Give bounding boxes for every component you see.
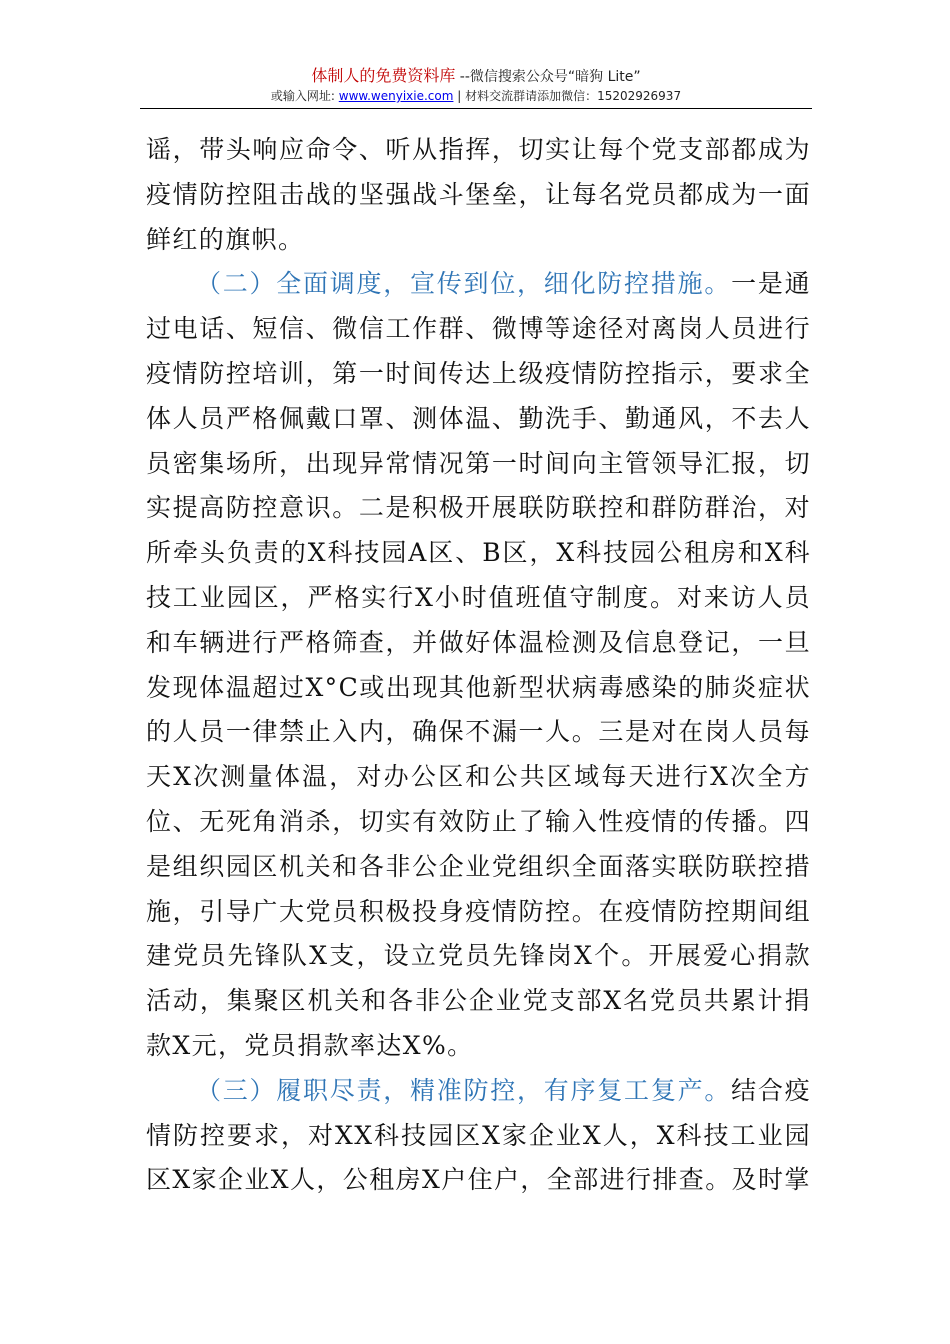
paragraph-continued: 谣，带头响应命令、听从指挥，切实让每个党支部都成为疫情防控阻击战的坚强战斗堡垒，让每名党员都成为一面鲜红的旗帜。: [146, 135, 811, 254]
document-body: [146, 128, 811, 1203]
section-3-heading: （三）履职尽责，精准防控，有序复工复产。: [196, 1075, 732, 1105]
header-url-link[interactable]: www.wenyixie.com: [338, 89, 454, 103]
section-2-heading: （二）全面调度，宣传到位，细化防控措施。: [196, 269, 732, 299]
header-note: --微信搜索公众号“暗狗 Lite”: [455, 69, 641, 85]
section-3-body: 结合疫情防控要求，对XX科技园区X家企业X人，X科技工业园区X家企业X人，公租房X户住户，全部进行排查。及时掌: [146, 1075, 811, 1195]
header-line-1: [140, 66, 812, 87]
header-divider: [140, 108, 812, 109]
section-2-body: 一是通过电话、短信、微信工作群、微博等途径对离岗人员进行疫情防控培训，第一时间传达上级疫情防控指示，要求全体人员严格佩戴口罩、测体温、勤洗手、勤通风，不去人员密集场所，出现异常情况第一时间向主管领导汇报，切实提高防控意识。二是积极开展联防联控和群防群治，对所牵头负责的X科技园A区、B区，X科技园公租房和X科技工业园区，严格实行X小时值班值守制度。对来访人员和车辆进行严格筛查，并做好体温检测及信息登记，一旦发现体温超过X°C或出现其他新型状病毒感染的肺炎症状的人员一律禁止入内，确保不漏一人。三是对在岗人员每天X次测量体温，对办公区和公共区域每天进行X次全方位、无死角消杀，切实有效防止了输入性疫情的传播。四是组织园区机关和各非公企业党组织全面落实联防联控措施，引导广大党员积极投身疫情防控。在疫情防控期间组建党员先锋队X支，设立党员先锋岗X个。开展爱心捐款活动，集聚区机关和各非公企业党支部X名党员共累计捐款X元，党员捐款率达X%。: [146, 269, 811, 1060]
header-url-prefix: 或输入网址:: [270, 89, 339, 103]
page-header: [140, 66, 812, 105]
header-line-2: [140, 87, 812, 105]
header-brand: 体制人的免费资料库: [311, 66, 456, 85]
paragraph-section-2: [146, 262, 811, 1068]
header-contact: | 材料交流群请添加微信：15202926937: [453, 89, 682, 103]
paragraph-section-3: [146, 1069, 811, 1203]
